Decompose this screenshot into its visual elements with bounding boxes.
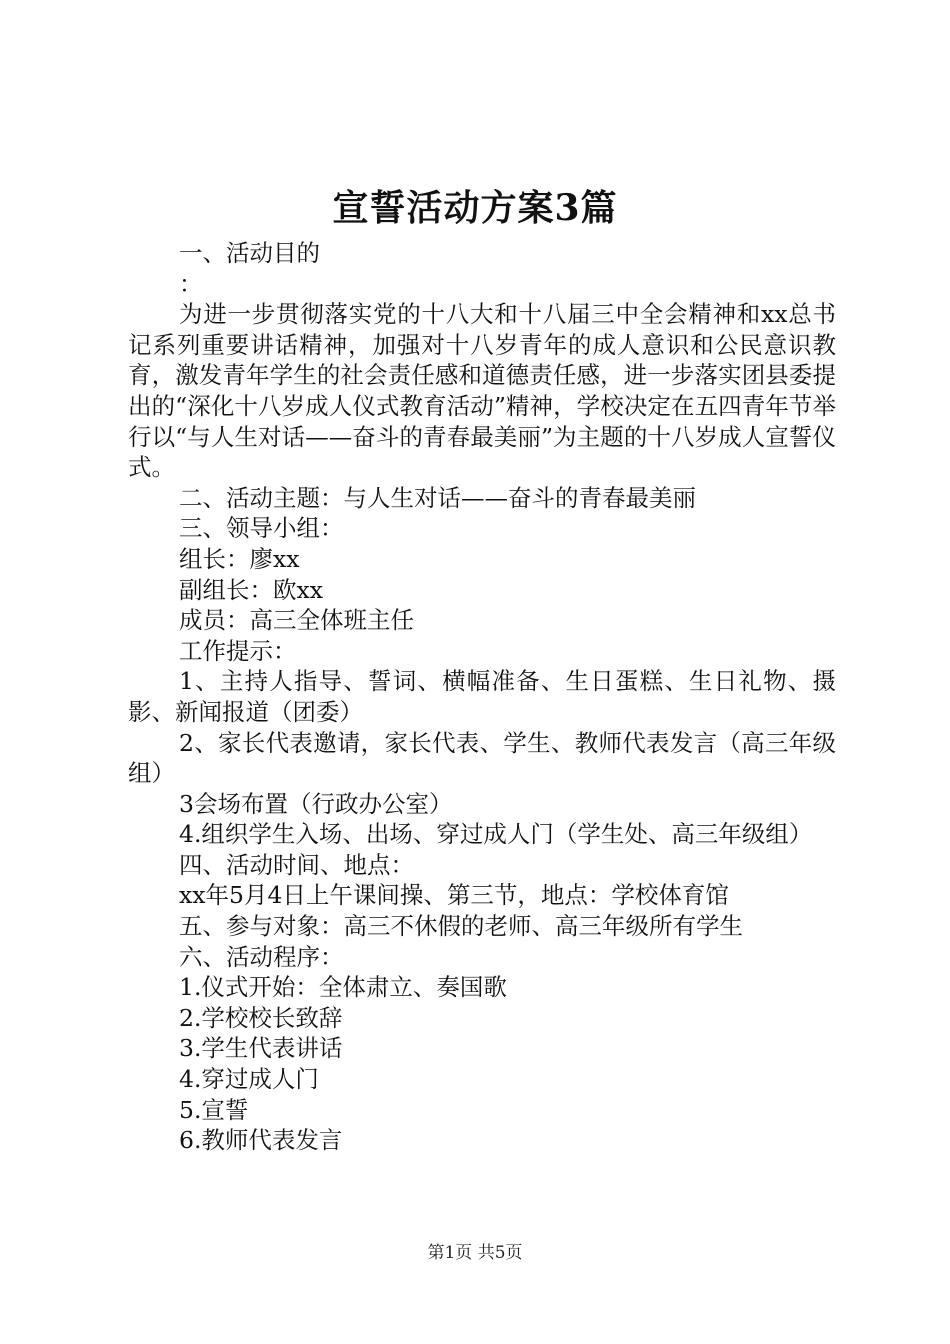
members-line: 成员：高三全体班主任	[179, 606, 414, 635]
procedure-item: 2.学校校长致辞	[179, 1003, 343, 1032]
time-place-line: xx年5月4日上午课间操、第三节，地点：学校体育馆	[179, 881, 729, 910]
paragraph-colon: ：	[179, 269, 203, 298]
work-tip-item: 1、主持人指导、誓词、横幅准备、生日蛋糕、生日礼物、摄影、新闻报道（团委）	[128, 667, 836, 726]
procedure-item: 5.宣誓	[179, 1095, 249, 1124]
document-body	[128, 238, 836, 1156]
document-title: 宣誓活动方案3篇	[332, 187, 618, 229]
procedure-item: 6.教师代表发言	[179, 1126, 343, 1155]
section-heading-purpose: 一、活动目的	[179, 239, 320, 267]
section-heading-time-place: 四、活动时间、地点：	[179, 850, 414, 879]
work-tip-item: 2、家长代表邀请，家长代表、学生、教师代表发言（高三年级组）	[128, 728, 836, 788]
procedure-item: 4.穿过成人门	[179, 1065, 319, 1094]
section-heading-participants: 五、参与对象：高三不休假的老师、高三年级所有学生	[179, 912, 743, 941]
paragraph-purpose-text: 为进一步贯彻落实党的十八大和十八届三中全会精神和xx总书记系列重要讲话精神，加强对十八岁青年的成人意识和公民意识教育，激发青年学生的社会责任感和道德责任感，进一步落实团县委提出的“深化十八岁成人仪式教育活动”精神，学校决定在五四青年节举行以“与人生对话——奋斗的青春最美丽”为主题的十八岁成人宣誓仪式。	[128, 300, 836, 482]
page-footer: 第1页 共5页	[427, 1243, 523, 1263]
section-heading-procedure: 六、活动程序：	[179, 942, 344, 971]
procedure-item: 3.学生代表讲话	[179, 1034, 343, 1063]
deputy-leader-line: 副组长：欧xx	[179, 575, 324, 604]
section-heading-leadership: 三、领导小组：	[179, 514, 344, 543]
work-tip-item: 4.组织学生入场、出场、穿过成人门（学生处、高三年级组）	[179, 820, 813, 849]
procedure-item: 1.仪式开始：全体肃立、奏国歌	[179, 973, 507, 1002]
section-heading-theme: 二、活动主题：与人生对话——奋斗的青春最美丽	[179, 483, 696, 512]
work-tip-item: 3会场布置（行政办公室）	[179, 789, 453, 818]
leader-line: 组长：廖xx	[179, 544, 300, 573]
work-tips-heading: 工作提示：	[179, 636, 297, 665]
